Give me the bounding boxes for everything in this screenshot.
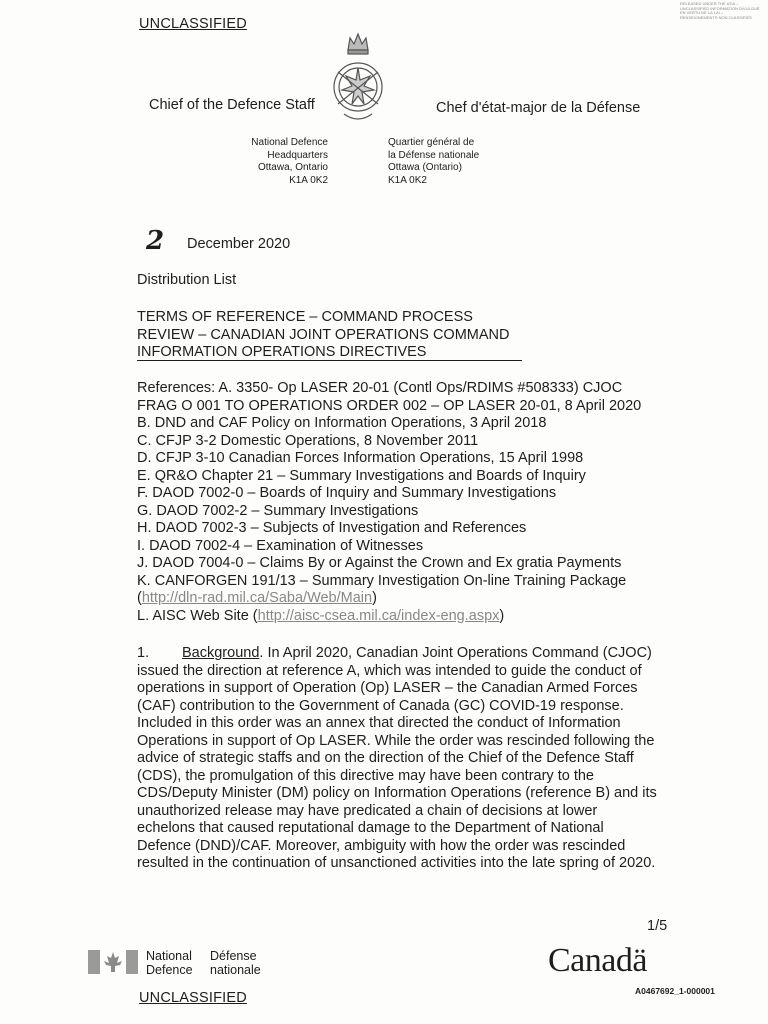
address-en-line: K1A 0K2	[289, 174, 328, 186]
address-fr-line: Quartier général de	[388, 137, 475, 148]
reference-line: D. CFJP 3-10 Canadian Forces Information Operations, 15 April 1998	[137, 450, 584, 466]
paragraph-line: (CAF) contribution to the Government of Canada (GC) COVID-19 response.	[137, 697, 624, 714]
subject-line: TERMS OF REFERENCE – COMMAND PROCESS	[137, 309, 473, 325]
classification-bottom: UNCLASSIFIED	[139, 990, 247, 1006]
address-en	[188, 137, 328, 187]
paragraph-line: unauthorized release may have predicated a chain of decisions at lower	[137, 802, 598, 819]
dept-name-en	[146, 949, 193, 977]
address-en-line: Headquarters	[267, 149, 328, 161]
subject-line: REVIEW – CANADIAN JOINT OPERATIONS COMMAND	[137, 326, 510, 343]
classification-top: UNCLASSIFIED	[139, 16, 247, 32]
reference-line: H. DAOD 7002-3 – Subjects of Investigation and References	[137, 520, 527, 536]
reference-line: F. DAOD 7002-0 – Boards of Inquiry and Summary Investigations	[137, 485, 557, 501]
reference-line: J. DAOD 7004-0 – Claims By or Against the Crown and Ex gratia Payments	[137, 555, 622, 571]
office-title-fr: Chef d'état-major de la Défense	[436, 100, 641, 116]
reference-line: G. DAOD 7002-2 – Summary Investigations	[137, 502, 419, 519]
paragraph-line: issued the direction at reference A, which was intended to guide the conduct of	[137, 662, 642, 679]
canada-wordmark: Canadä	[548, 942, 647, 979]
document-number: A0467692_1-000001	[635, 986, 715, 996]
reference-line: C. CFJP 3-2 Domestic Operations, 8 November 2011	[137, 432, 479, 449]
saba-training-link[interactable]: http://dln-rad.mil.ca/Saba/Web/Main	[141, 590, 373, 606]
release-stamp: RELEASED UNDER THE ATIA – UNCLASSIFIED INFORMATION DIVULGUÉ EN VERTU DE LA LAI – RENSEIGNEMENTS NON CLASSIFIÉS	[680, 1, 760, 20]
dept-name-line: Défense	[210, 949, 257, 963]
paragraph-background	[137, 645, 657, 873]
address-fr-line: K1A 0K2	[388, 174, 427, 186]
subject-block	[137, 309, 522, 362]
paragraph-line: (CDS), the promulgation of this directive may have been contrary to the	[137, 767, 594, 784]
paren: )	[499, 607, 505, 624]
dept-name-line: nationale	[210, 963, 261, 977]
reference-line: B. DND and CAF Policy on Information Operations, 3 April 2018	[137, 415, 547, 431]
reference-l-prefix: L. AISC Web Site (	[137, 607, 258, 624]
distribution-list: Distribution List	[137, 272, 237, 288]
paragraph-line: Defence (DND)/CAF. Moreover, ambiguity with how the order was rescinded	[137, 837, 626, 854]
paragraph-line: operations in support of Operation (Op) LASER – the Canadian Armed Forces	[137, 680, 638, 696]
subject-line-text: INFORMATION OPERATIONS DIRECTIVES	[137, 344, 427, 360]
dept-name-line: National	[146, 949, 192, 963]
reference-l-line	[137, 608, 641, 626]
subject-line-underlined	[137, 345, 522, 361]
dept-name-line: Defence	[146, 963, 193, 977]
reference-line: E. QR&O Chapter 21 – Summary Investigations and Boards of Inquiry	[137, 467, 586, 484]
aisc-web-link[interactable]: http://aisc-csea.mil.ca/index-eng.aspx	[257, 607, 500, 624]
date-day-handwritten: 2	[146, 226, 165, 256]
reference-k-link-line	[137, 590, 641, 608]
paragraph-number: 1.	[137, 645, 150, 661]
paragraph-line: Operations in support of Op LASER. While the order was rescinded following the	[137, 732, 655, 749]
paragraph-text: . In April 2020, Canadian Joint Operations Command (CJOC)	[259, 645, 652, 661]
paragraph-line: echelons that caused reputational damage to the Department of National	[137, 820, 604, 836]
paragraph-line: CDS/Deputy Minister (DM) policy on Information Operations (reference B) and its	[137, 785, 657, 801]
address-en-line: Ottawa, Ontario	[257, 162, 328, 173]
address-en-line: National Defence	[251, 137, 328, 148]
references-block	[137, 380, 641, 625]
canada-flag-icon	[88, 949, 138, 975]
reference-line: FRAG O 001 TO OPERATIONS ORDER 002 – OP LASER 20-01, 8 April 2020	[137, 397, 642, 414]
paragraph-line: resulted in the continuation of unsanctioned activities into the late spring of 2020.	[137, 855, 656, 871]
address-fr-line: la Défense nationale	[388, 149, 480, 161]
address-fr	[388, 137, 479, 187]
reference-line: References: A. 3350- Op LASER 20-01 (Contl Ops/RDIMS #508333) CJOC	[137, 380, 623, 396]
paren: (	[137, 590, 142, 606]
reference-line: I. DAOD 7002-4 – Examination of Witnesses	[137, 537, 424, 554]
paragraph-heading: Background	[182, 645, 260, 661]
office-title-en: Chief of the Defence Staff	[149, 97, 315, 113]
canadian-forces-crest-icon	[330, 32, 386, 128]
paragraph-first-line	[137, 645, 657, 663]
reference-line: K. CANFORGEN 191/13 – Summary Investigation On-line Training Package	[137, 572, 627, 589]
date-text: December 2020	[187, 236, 291, 252]
paren: )	[372, 590, 377, 606]
address-fr-line: Ottawa (Ontario)	[388, 162, 462, 173]
paragraph-line: advice of strategic staffs and on the direction of the Chief of the Defence Staff	[137, 750, 634, 766]
dept-name-fr	[210, 949, 261, 977]
page-number: 1/5	[647, 918, 668, 934]
paragraph-line: Included in this order was an annex that directed the conduct of Information	[137, 715, 621, 731]
